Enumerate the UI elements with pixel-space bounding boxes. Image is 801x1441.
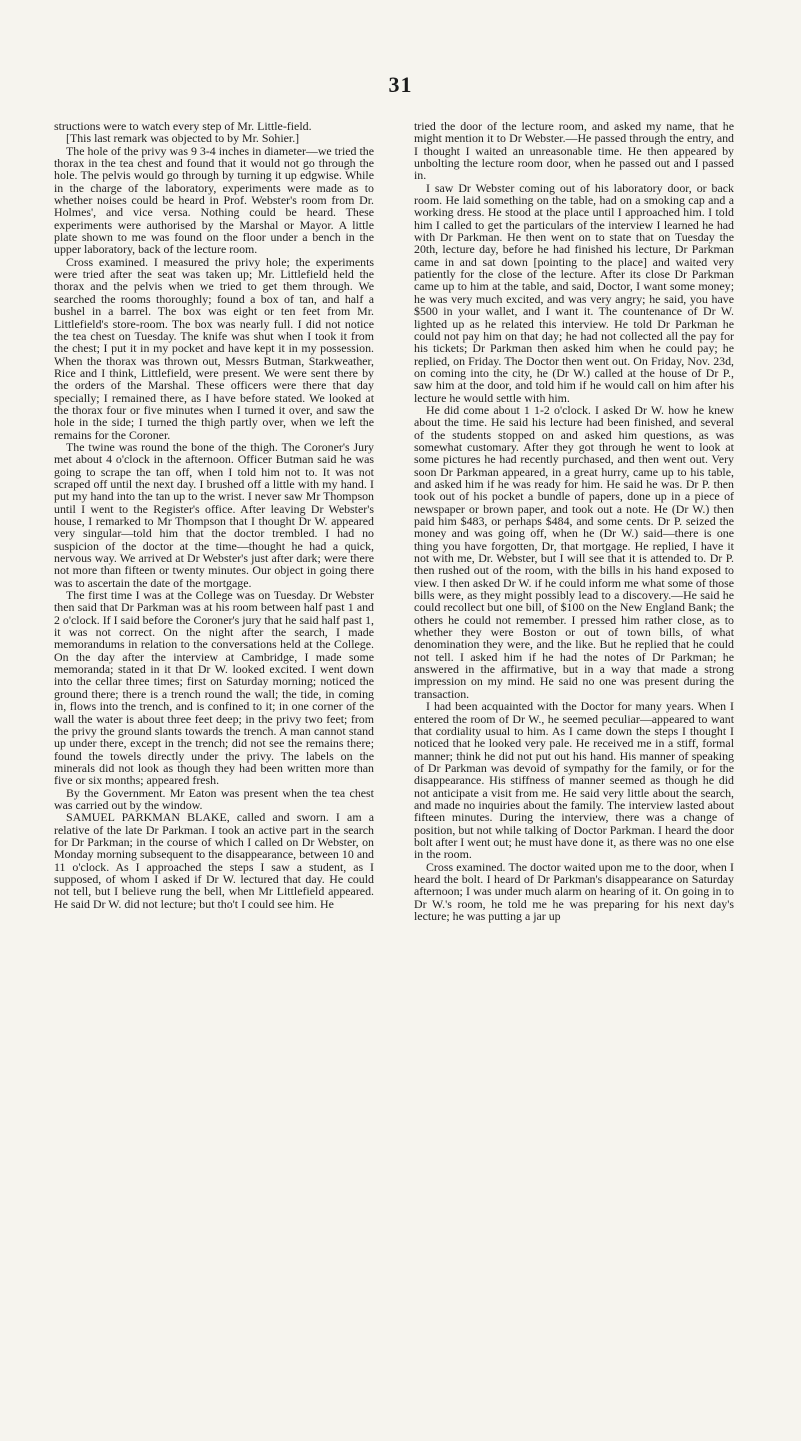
page-number: 31: [388, 72, 413, 97]
paragraph: The first time I was at the College was on Tuesday. Dr Webster then said that Dr Parkman was at his room between half past 1 and 2 o'clock. If I said before the Coroner's jury that he said half past 1, it was not correct. On the night after the search, I made memorandums in relation to the conversations held at the College. On the day after the interview at Cambridge, I made some memoranda; stated in it that Dr W. looked excited. I went down into the cellar three times; first on Saturday morning; noticed the ground there; there is a trench round the wall; the tide, in coming in, flows into the trench, and is confined to it; in one corner of the wall the water is about three feet deep; in the privy two feet; from the privy the ground slants towards the trench. A man cannot stand up under there, except in the trench; did not see the remains there; found the towels directly under the privy. The labels on the minerals did not look as though they had been written more than five or six months; appeared fresh.: [54, 588, 374, 788]
paragraph: He did come about 1 1-2 o'clock. I asked Dr W. how he knew about the time. He said his lecture had been finished, and several of the students stopped on and asked him questions, as was somewhat customary. After they got through he went to look at some pictures he had recently purchased, and then went out. Very soon Dr Parkman appeared, in a great hurry, came up to his table, and asked him if he was ready for him. He said he was. Dr P. then took out of his pocket a bundle of papers, done up in a piece of newspaper or brown paper, and took out a note. He (Dr W.) then paid him $483, or perhaps $484, and some cents. Dr P. seized the money and was going off, when he (Dr W.) said—there is one thing you have forgotten, Dr, that mortgage. He replied, I have it not with me, Dr. Webster, but I will see that it is attended to. Dr P. then rushed out of the room, with the bills in his hand exposed to view. I then asked Dr W. if he could inform me what some of those bills were, as they might possibly lead to a discovery.—He said he could recollect but one bill, of $100 on the New England Bank; the others he could not remember. I pressed him rather close, as to whether they were Boston or out of town bills, of what denomination they were, and the like. But he replied that he could not tell. I asked him if he had the notes of Dr Parkman; he answered in the affirmative, but in a way that made a strong impression on my mind. He said no one was present during the transaction.: [414, 402, 734, 701]
paragraph: tried the door of the lecture room, and asked my name, that he might mention it to Dr Webster.—He passed through the entry, and I thought I waited an unreasonable time. He then appeared by unbolting the lecture room door, when he passed out and I passed in.: [414, 119, 734, 183]
right-column: [414, 120, 734, 922]
witness-paragraph: SAMUEL PARKMAN BLAKE, called and sworn. I am a relative of the late Dr Parkman. I took an active part in the search for Dr Parkman; in the course of which I called on Dr Webster, on Monday morning subsequent to the disappearance, between 10 and 11 o'clock. As I approached the steps I saw a student, as I supposed, of whom I asked if Dr W. lectured that day. He could not tell, but I believe rung the bell, when Mr Littlefield appeared. He said Dr W. did not lecture; but tho't I could see him. He: [54, 810, 374, 911]
paragraph: I had been acquainted with the Doctor for many years. When I entered the room of Dr W., he seemed peculiar—appeared to want that cordiality usual to him. As I came down the steps I thought I noticed that he looked very pale. He received me in a stiff, formal manner; think he did not put out his hand. His manner of speaking of Dr Parkman was devoid of sympathy for the family, or for the disappearance. His stiffness of manner seemed as though he did not anticipate a visit from me. He said very little about the search, and made no inquiries about the family. The interview lasted about fifteen minutes. During the interview, there was a change of position, but not while talking of Doctor Parkman. I heard the door bolt after I went out; he must have done it, as there was no one else in the room.: [414, 699, 734, 862]
paragraph: The hole of the privy was 9 3-4 inches in diameter—we tried the thorax in the tea chest and found that it would not go through the hole. The pelvis would go through by turning it up edgwise. While in the charge of the laboratory, experiments were made as to whether noises could be heard in Prof. Webster's room from Dr. Holmes', and vice versa. Nothing could be heard. These experiments were authorised by the Marshal or Mayor. A little plate shown to me was found on the floor under a bench in the upper laboratory, back of the lecture room.: [54, 143, 374, 257]
paragraph: I saw Dr Webster coming out of his laboratory door, or back room. He laid something on the table, had on a smoking cap and a working dress. He stood at the place until I approached him. I told him I called to get the particulars of the interview I learned he had with Dr Parkman. He then went on to state that on Tuesday the 20th, lecture day, before he had finished his lecture, Dr Parkman came in and sat down [pointing to the place] and waited very patiently for the close of the lecture. After its close Dr Parkman came up to him at the table, and said, Doctor, I want some money; he was very much excited, and was very angry; he said, you have $500 in your wallet, and I want it. The countenance of Dr W. lighted up as he related this interview. He told Dr Parkman he could not pay him on that day; he had not collected all the pay for his tickets; Dr Parkman then asked him when he could pay; he replied, on Friday. The Doctor then went out. On Friday, Nov. 23d, on coming into the city, he (Dr W.) called at the house of Dr P., saw him at the door, and told him if he would call on him after his lecture he would settle with him.: [414, 180, 734, 405]
left-column: [54, 120, 374, 910]
paragraph: Cross examined. The doctor waited upon me to the door, when I heard the bolt. I heard of Dr Parkman's disappearance on Saturday afternoon; I was under much alarm on hearing of it. On going in to Dr W.'s room, he told me he was preparing for his next day's lecture; he was putting a jar up: [414, 859, 734, 923]
paragraph: By the Government. Mr Eaton was present when the tea chest was carried out by the window.: [54, 785, 374, 812]
paragraph: The twine was round the bone of the thigh. The Coroner's Jury met about 4 o'clock in the afternoon. Officer Butman said he was going to scrape the tan off, when I told him not to. It was not scraped off until the next day. I brushed off a little with my hand. I put my hand into the tan up to the wrist. I never saw Mr Thompson until I went to the Register's office. After leaving Dr Webster's house, I remarked to Mr Thompson that I thought Dr W. appeared very singular—told him that the doctor trembled. I had no suspicion of the doctor at the time—thought he had a quick, nervous way. We arrived at Dr Webster's just after dark; were there not more than fifteen or twenty minutes. Our object in going there was to ascertain the date of the mortgage.: [54, 439, 374, 590]
paragraph: [This last remark was objected to by Mr. Sohier.]: [66, 131, 300, 146]
paragraph: Cross examined. I measured the privy hole; the experiments were tried after the seat was taken up; Mr. Littlefield held the thorax and the pelvis when we tried to get them through. We searched the rooms thoroughly; found a box of tan, and half a bushel in a barrel. The box was eight or ten feet from Mr. Littlefield's store-room. The box was nearly full. I did not notice the tea chest on Tuesday. The knife was shut when I took it from the chest; I put it in my pocket and have kept it in my possession. When the thorax was thrown out, Messrs Butman, Starkweather, Rice and I think, Littlefield, were present. We were sent there by the orders of the Marshal. These officers were there that day specially; I remained there, as I have before stated. We looked at the thorax four or five minutes when I turned it over, and saw the hole in the side; I turned the thigh partly over, when we left the remains for the Coroner.: [54, 254, 374, 442]
paragraph: structions were to watch every step of Mr. Little-field.: [54, 119, 312, 133]
